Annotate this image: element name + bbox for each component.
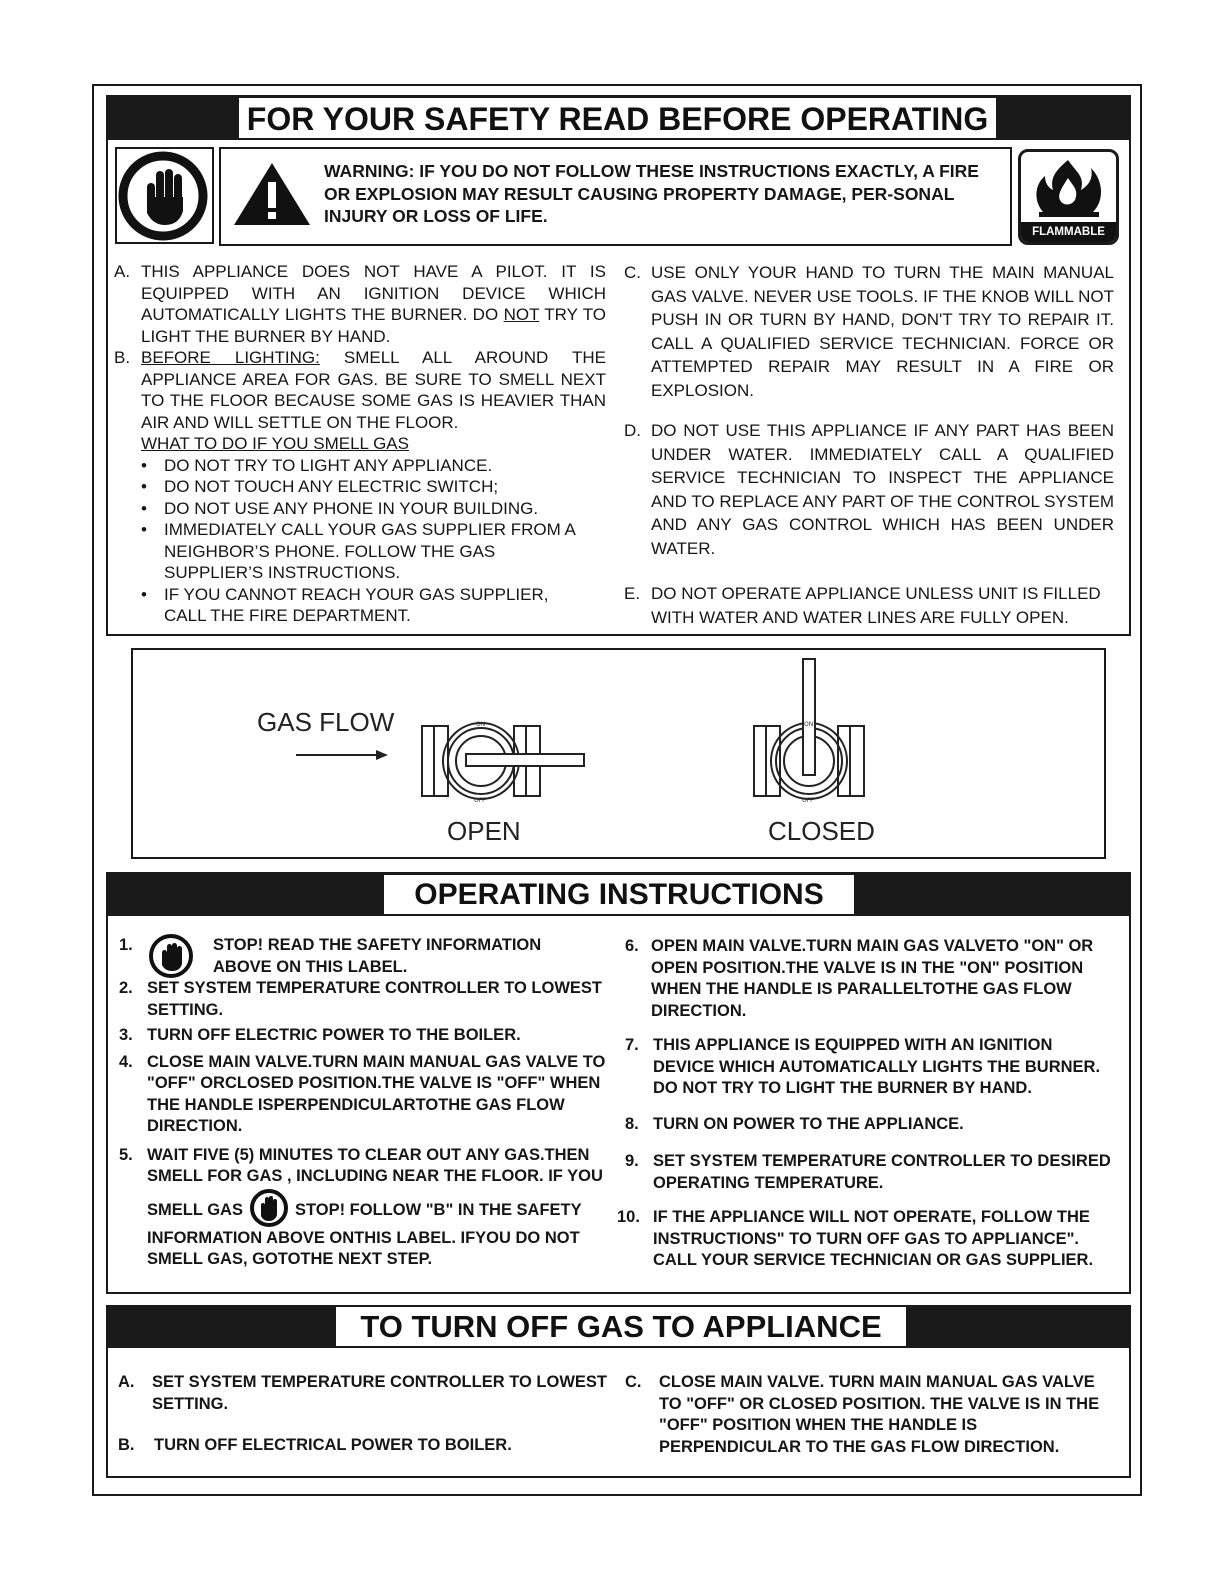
item-c-text: USE ONLY YOUR HAND TO TURN THE MAIN MANUAL GAS VALVE. NEVER USE TOOLS. IF THE KNOB WILL NOT PUSH IN OR TURN BY HAND, DON'T TRY TO REPAIR IT. CALL A QUALIFIED SERVICE TECHNICIAN. FORCE OR ATTEMPTED REPAIR MAY RESULT IN A FIRE OR EXPLOSION. [651, 263, 1114, 400]
stop-hand-icon [117, 149, 212, 242]
operating-step-7: 7. THIS APPLIANCE IS EQUIPPED WITH AN IGNITION DEVICE WHICH AUTOMATICALLY LIGHTS THE BURNER. DO NOT TRY TO LIGHT THE BURNER BY HAND. [625, 1036, 1101, 1097]
smell-gas-subheading: WHAT TO DO IF YOU SMELL GAS [141, 434, 409, 453]
stop-hand-icon [245, 1188, 293, 1228]
operating-title: OPERATING INSTRUCTIONS [384, 875, 854, 914]
item-a-text-end: TRY TO LIGHT THE BURNER BY HAND. [141, 305, 606, 346]
closed-valve-icon [750, 656, 870, 806]
safety-item-d: D. DO NOT USE THIS APPLIANCE IF ANY PART HAS BEEN UNDER WATER. IMMEDIATELY CALL A QUALIFIED SERVICE TECHNICIAN TO INSPECT THE APPLIANCE AND TO REPLACE ANY PART OF THE CONTROL SYSTEM AND ANY GAS CONTROL WHICH HAS BEEN UNDER WATER. [624, 419, 1114, 560]
bullet-item: • DO NOT TOUCH ANY ELECTRIC SWITCH; [141, 477, 499, 496]
gas-flow-arrow-icon [296, 748, 390, 762]
safety-item-b [114, 347, 606, 455]
stop-hand-icon [147, 933, 197, 979]
operating-step-5: 5. WAIT FIVE (5) MINUTES TO CLEAR OUT ANY GAS.THEN SMELL FOR GAS , INCLUDING NEAR THE FLOOR. IF YOU SMELL GAS STOP! FOLLOW "B" IN THE SAFETY INFORMATION ABOVE ONTHIS LABEL. IFYOU DO NOT SMELL GAS, GOTOTHE NEXT STEP. [119, 1145, 603, 1268]
open-valve-icon [418, 718, 588, 804]
operating-step-2: 2. SET SYSTEM TEMPERATURE CONTROLLER TO LOWEST SETTING. [119, 979, 602, 1019]
safety-title: FOR YOUR SAFETY READ BEFORE OPERATING [239, 98, 996, 138]
safety-item-a [114, 261, 606, 347]
operating-step-3: 3. TURN OFF ELECTRIC POWER TO THE BOILER. [119, 1026, 521, 1044]
safety-right-column [624, 261, 1114, 629]
safety-left-column [114, 261, 606, 627]
svg-text:OFF: OFF [474, 797, 486, 804]
closed-label: CLOSED [768, 816, 875, 846]
operating-step-8: 8. TURN ON POWER TO THE APPLIANCE. [625, 1114, 964, 1133]
gas-flow-label: GAS FLOW [257, 707, 395, 737]
operating-steps-left [119, 935, 609, 1271]
turn-off-right [625, 1372, 1120, 1458]
open-label: OPEN [447, 816, 521, 846]
item-a-text: THIS APPLIANCE DOES NOT HAVE A PILOT. IT IS EQUIPPED WITH AN IGNITION DEVICE WHICH AUTOMATICALLY LIGHTS THE BURNER. DO [141, 262, 606, 324]
svg-text:OFF: OFF [802, 797, 814, 804]
safety-item-c: C. USE ONLY YOUR HAND TO TURN THE MAIN MANUAL GAS VALVE. NEVER USE TOOLS. IF THE KNOB WILL NOT PUSH IN OR TURN BY HAND, DON'T TRY TO REPAIR IT. CALL A QUALIFIED SERVICE TECHNICIAN. FORCE OR ATTEMPTED REPAIR MAY RESULT IN A FIRE OR EXPLOSION. [624, 261, 1114, 402]
bullet-item: • DO NOT TRY TO LIGHT ANY APPLIANCE. [141, 455, 493, 475]
stop-hand-icon-box [115, 147, 214, 244]
bullet-item: • IMMEDIATELY CALL YOUR GAS SUPPLIER FROM A NEIGHBOR’S PHONE. FOLLOW THE GAS SUPPLIER’S INSTRUCTIONS. [141, 520, 575, 582]
smell-gas-bullets [114, 455, 606, 627]
turn-off-left [118, 1372, 608, 1457]
operating-step-1: 1. STOP! READ THE SAFETY INFORMATION ABOVE ON THIS LABEL. [119, 935, 609, 981]
bullet-item: • DO NOT USE ANY PHONE IN YOUR BUILDING. [141, 498, 539, 518]
bullet-item: • IF YOU CANNOT REACH YOUR GAS SUPPLIER, CALL THE FIRE DEPARTMENT. [141, 584, 549, 625]
flammable-label: FLAMMABLE [1021, 222, 1116, 242]
operating-step-6: 6. OPEN MAIN VALVE.TURN MAIN GAS VALVETO "ON" OR OPEN POSITION.THE VALVE IS IN THE "ON" POSITION WHEN THE HANDLE IS PARALLELTOTHE GAS FLOW DIRECTION. [625, 937, 1094, 1020]
warning-text: WARNING: IF YOU DO NOT FOLLOW THESE INSTRUCTIONS EXACTLY, A FIRE OR EXPLOSION MAY RESULT CAUSING PROPERTY DAMAGE, PER-SONAL INJURY OR LOSS OF LIFE. [324, 161, 979, 226]
valve-diagram [131, 648, 1106, 859]
item-a-label: A. [114, 262, 131, 281]
before-lighting-heading: BEFORE LIGHTING: [141, 348, 320, 367]
item-b-text: SMELL ALL AROUND THE APPLIANCE AREA FOR GAS. BE SURE TO SMELL NEXT TO THE FLOOR BECAUSE SOME GAS IS HEAVIER THAN AIR AND WILL SETTLE ON THE FLOOR. [141, 348, 606, 432]
item-d-text: DO NOT USE THIS APPLIANCE IF ANY PART HAS BEEN UNDER WATER. IMMEDIATELY CALL A QUALIFIED SERVICE TECHNICIAN TO INSPECT THE APPLIANCE AND TO REPLACE ANY PART OF THE CONTROL SYSTEM AND ANY GAS CONTROL WHICH HAS BEEN UNDER WATER. [651, 421, 1114, 558]
turn-off-item-c: C. CLOSE MAIN VALVE. TURN MAIN MANUAL GAS VALVE TO "OFF" OR CLOSED POSITION. THE VALVE IS IN THE "OFF" POSITION WHEN THE HANDLE IS PERPENDICULAR TO THE GAS FLOW DIRECTION. [625, 1373, 1100, 1456]
item-a-underlined: NOT [503, 305, 540, 324]
operating-step-10: 10. IF THE APPLIANCE WILL NOT OPERATE, FOLLOW THE INSTRUCTIONS" TO TURN OFF GAS TO APPLIANCE". CALL YOUR SERVICE TECHNICIAN OR GAS SUPPLIER. [617, 1208, 1094, 1269]
operating-steps-right [617, 936, 1117, 1272]
turn-off-item-b: B. TURN OFF ELECTRICAL POWER TO BOILER. [118, 1436, 512, 1454]
item-e-text: DO NOT OPERATE APPLIANCE UNLESS UNIT IS FILLED WITH WATER AND WATER LINES ARE FULLY OPEN. [651, 584, 1101, 627]
svg-text:ON: ON [476, 721, 486, 728]
svg-text:ON: ON [804, 721, 814, 728]
item-b-label: B. [114, 348, 131, 367]
turn-off-title: TO TURN OFF GAS TO APPLIANCE [336, 1307, 906, 1346]
flammable-icon-box [1018, 149, 1119, 245]
operating-step-4: 4. CLOSE MAIN VALVE.TURN MAIN MANUAL GAS VALVE TO "OFF" ORCLOSED POSITION.THE VALVE IS "OFF" WHEN THE HANDLE ISPERPENDICULARTOTHE GAS FLOW DIRECTION. [119, 1052, 606, 1135]
turn-off-item-a: A. SET SYSTEM TEMPERATURE CONTROLLER TO LOWEST SETTING. [118, 1373, 607, 1413]
warning-triangle-icon [231, 160, 313, 228]
flame-icon [1021, 154, 1116, 226]
safety-item-e: E. DO NOT OPERATE APPLIANCE UNLESS UNIT IS FILLED WITH WATER AND WATER LINES ARE FULLY OPEN. [624, 582, 1114, 629]
operating-step-9: 9. SET SYSTEM TEMPERATURE CONTROLLER TO DESIRED OPERATING TEMPERATURE. [625, 1152, 1111, 1192]
